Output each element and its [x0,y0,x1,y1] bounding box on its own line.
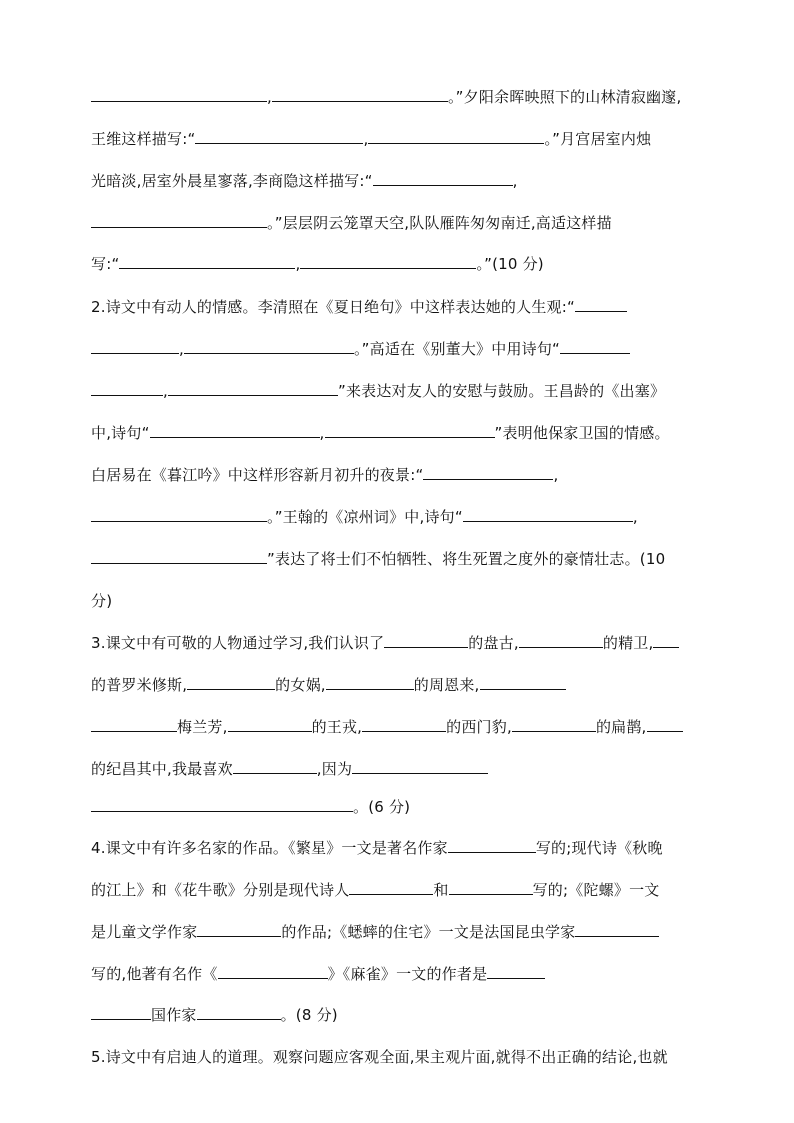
answer-blank[interactable] [519,632,603,648]
answer-blank[interactable] [218,963,328,979]
answer-blank[interactable] [449,879,533,895]
question-2-text: 2.诗文中有动人的情感。李清照在《夏日绝句》中这样表达她的人生观:“ [91,295,711,319]
answer-blank[interactable] [653,632,679,648]
answer-blank[interactable] [91,380,163,396]
text-line: 。”王翰的《凉州词》中,诗句“ , [91,505,711,529]
answer-blank[interactable] [91,86,267,102]
text-line: 写的,他著有名作《 》《麻雀》一文的作者是 [91,962,711,986]
answer-blank[interactable] [91,506,267,522]
answer-blank[interactable] [480,674,566,690]
text-line: , 。”夕阳余晖映照下的山林清寂幽邃, [91,85,711,109]
text-line: 梅兰芳, 的王戎, 的西门豹, 的扁鹊, [91,715,711,739]
text-line: 中,诗句“ , ”表明他保家卫国的情感。 [91,424,670,442]
text-line: 王维这样描写:“ , 。”月宫居室内烛 [91,130,652,148]
answer-blank[interactable] [168,380,338,396]
answer-blank[interactable] [352,758,488,774]
text-line: 分) [91,592,113,610]
answer-blank[interactable] [647,716,683,732]
answer-blank[interactable] [463,506,633,522]
text-line: 是儿童文学作家 的作品;《蟋蟀的住宅》一文是法国昆虫学家 [91,920,711,944]
answer-blank[interactable] [512,716,596,732]
answer-blank[interactable] [349,879,433,895]
answer-blank[interactable] [368,128,544,144]
answer-blank[interactable] [300,253,476,269]
answer-blank[interactable] [119,253,295,269]
answer-blank[interactable] [91,212,267,228]
answer-blank[interactable] [150,422,320,438]
answer-blank[interactable] [233,758,317,774]
question-4-text: 4.课文中有许多名家的作品。《繁星》一文是著名作家 写的;现代诗《秋晚 [91,839,663,857]
text-line: 白居易在《暮江吟》中这样形容新月初升的夜景:“ , [91,466,559,484]
answer-blank[interactable] [362,716,446,732]
text-line: 光暗淡,居室外晨星寥落,李商隐这样描写:“ , [91,172,518,190]
answer-blank[interactable] [326,674,414,690]
answer-blank[interactable] [575,296,627,312]
answer-blank[interactable] [184,338,354,354]
answer-blank[interactable] [91,716,177,732]
question-5-text: 5.诗文中有启迪人的道理。观察问题应客观全面,果主观片面,就得不出正确的结论,也就 [91,1048,668,1066]
text-line: 。”层层阴云笼罩天空,队队雁阵匆匆南迁,高适这样描 [91,211,711,235]
text-line: 国作家 。(8 分) [91,1003,711,1027]
answer-blank[interactable] [197,921,281,937]
answer-blank[interactable] [560,338,630,354]
answer-blank[interactable] [384,632,468,648]
answer-blank[interactable] [423,464,553,480]
text-line: 写:“ , 。”(10 分) [91,255,544,273]
answer-blank[interactable] [91,338,179,354]
answer-blank[interactable] [91,1004,151,1020]
answer-blank[interactable] [228,716,312,732]
answer-blank[interactable] [325,422,495,438]
text-line: 的普罗米修斯, 的女娲, 的周恩来, [91,673,711,697]
question-3-text: 3.课文中有可敬的人物通过学习,我们认识了 的盘古, 的精卫, [91,631,711,655]
answer-blank[interactable] [448,837,536,853]
answer-blank[interactable] [575,921,659,937]
text-line: , 。”高适在《别董大》中用诗句“ [91,337,711,361]
answer-blank[interactable] [91,796,353,812]
text-line: 的江上》和《花牛歌》分别是现代诗人 和 写的;《陀螺》一文 [91,881,660,899]
text-line: 的纪昌其中,我最喜欢 ,因为 [91,757,711,781]
text-line: , ”来表达对友人的安慰与鼓励。王昌龄的《出塞》 [91,379,711,403]
text-line: ”表达了将士们不怕牺牲、将生死置之度外的豪情壮志。(10 [91,547,711,571]
answer-blank[interactable] [272,86,448,102]
answer-blank[interactable] [195,128,363,144]
answer-blank[interactable] [187,674,275,690]
answer-blank[interactable] [487,963,545,979]
text-line: 。(6 分) [91,795,711,819]
answer-blank[interactable] [373,170,513,186]
answer-blank[interactable] [197,1004,281,1020]
answer-blank[interactable] [91,548,267,564]
